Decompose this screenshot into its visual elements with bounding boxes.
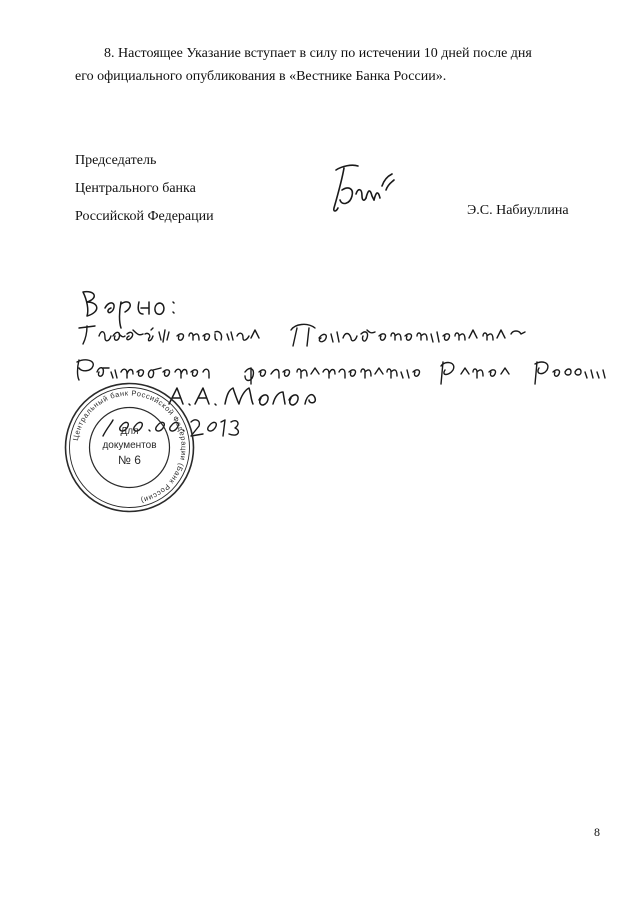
paragraph-line-1: 8. Настоящее Указание вступает в силу по истечении 10 дней после дня [104,46,532,61]
signatory-title-line-3: Российской Федерации [75,209,214,224]
signatory-title [75,147,214,231]
paragraph-8 [75,42,575,88]
svg-text:документов: документов [102,440,157,451]
svg-text:Для: Для [120,426,139,437]
signatory-title-line-2: Центрального банка [75,181,196,196]
round-seal-stamp [62,380,197,515]
page-number: 8 [594,825,600,839]
paragraph-line-2: его официального опубликования в «Вестнике Банка России». [75,69,447,84]
handwritten-signature [322,160,402,220]
svg-text:Центральный банк Российской Фе: Центральный банк Российской Федерации (Банк России) [70,388,189,506]
signatory-title-line-1: Председатель [75,153,157,168]
signatory-name: Э.С. Набиуллина [467,203,569,218]
svg-text:№ 6: № 6 [118,453,141,467]
